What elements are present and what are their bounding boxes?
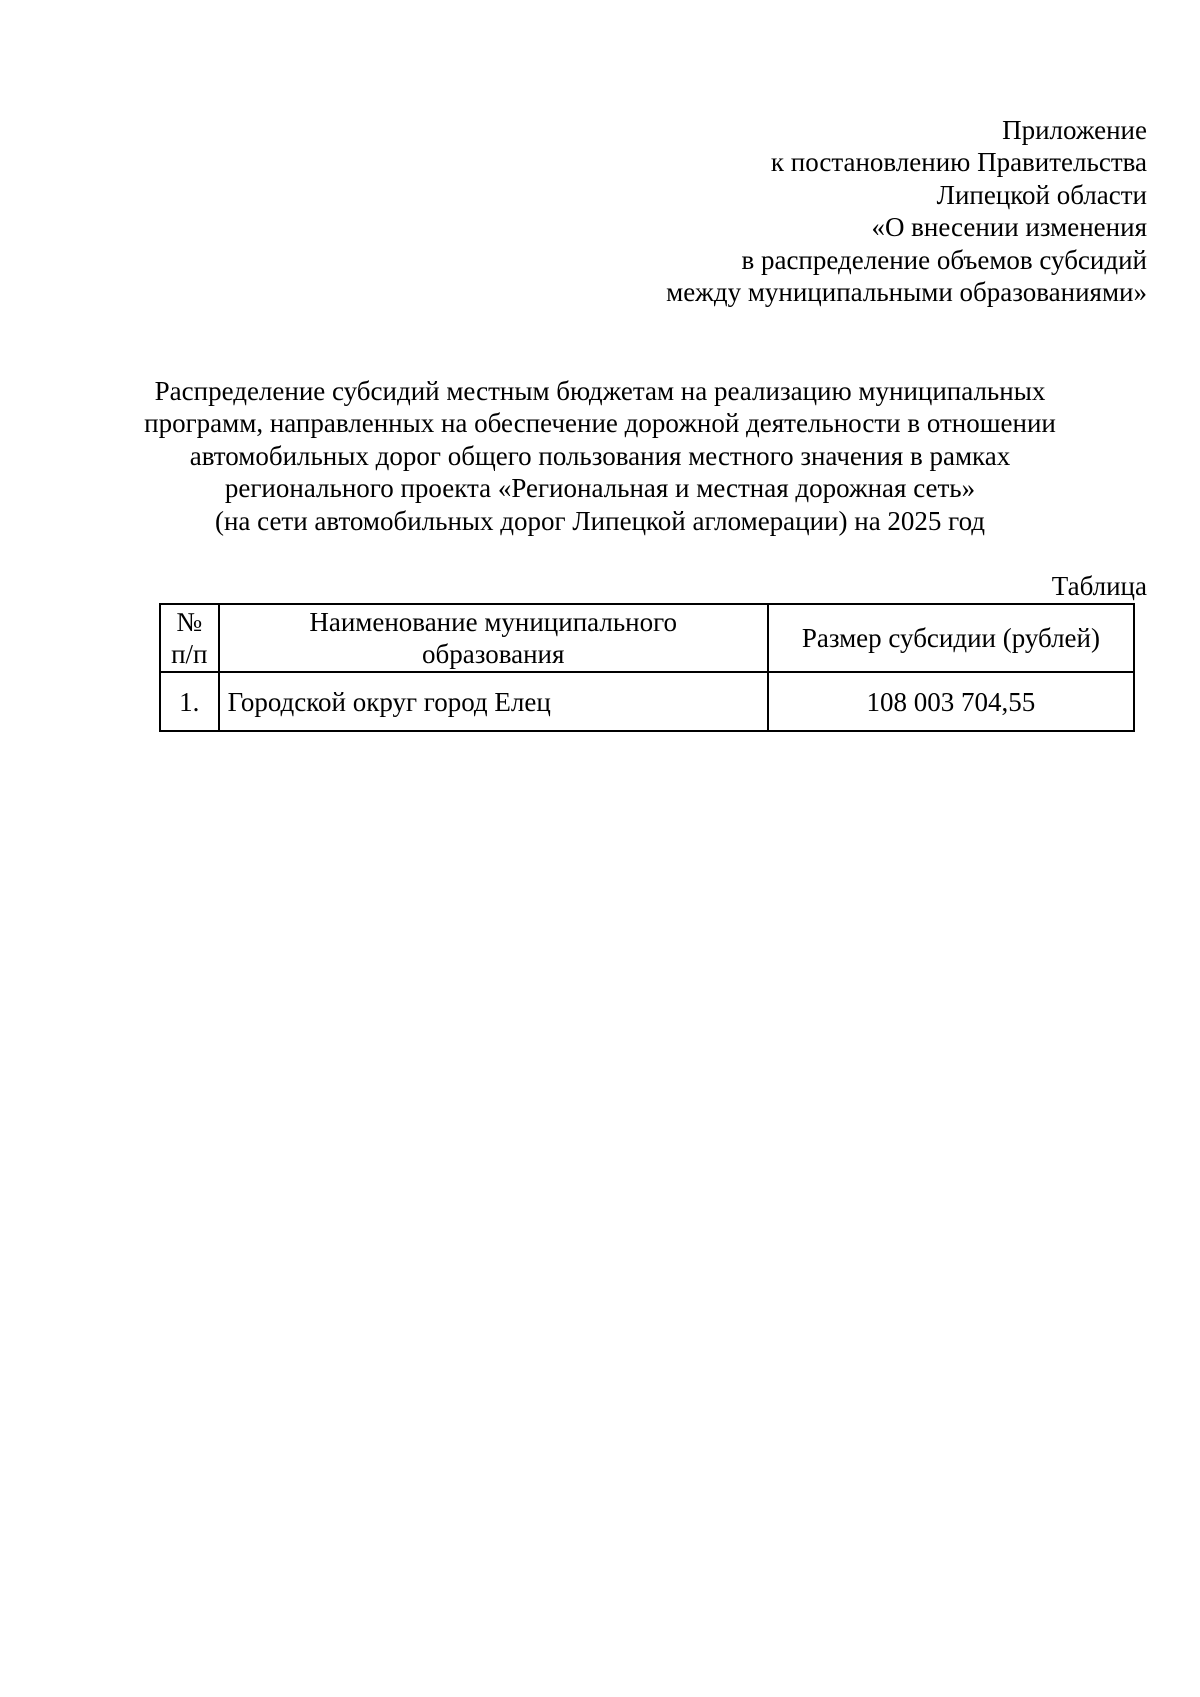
header-num-line: п/п (171, 639, 208, 669)
title-line: автомобильных дорог общего пользования местного значения в рамках (189, 440, 1011, 471)
appendix-line: к постановлению Правительства (770, 147, 1147, 178)
table-row (160, 672, 1134, 731)
row-municipality: Городской округ город Елец (219, 672, 768, 731)
appendix-line: «О внесении изменения (871, 212, 1147, 243)
title-line: Распределение субсидий местным бюджетам на реализацию муниципальных (154, 376, 1046, 406)
subsidy-table (159, 603, 1135, 732)
header-name-line: образования (421, 639, 565, 669)
header-name (219, 604, 768, 672)
title-line: регионального проекта «Региональная и местная дорожная сеть» (224, 473, 976, 504)
title-line: программ, направленных на обеспечение дорожной деятельности в отношении (144, 408, 1056, 439)
table-caption: Таблица (1051, 571, 1147, 601)
appendix-line: в распределение объемов субсидий (741, 244, 1147, 275)
appendix-line: между муниципальными образованиями» (666, 277, 1147, 308)
table-header-row (160, 604, 1134, 672)
document-title (130, 375, 1070, 537)
header-amount: Размер субсидии (рублей) (768, 604, 1134, 672)
header-name-line: Наименование муниципального (309, 607, 678, 637)
row-subsidy-amount: 108 003 704,55 (768, 672, 1134, 731)
title-line: (на сети автомобильных дорог Липецкой агломерации) на 2025 год (214, 505, 986, 536)
appendix-header (666, 114, 1147, 308)
header-num (160, 604, 219, 672)
appendix-line: Приложение (1002, 115, 1147, 145)
appendix-line: Липецкой области (936, 179, 1147, 210)
row-num: 1. (160, 672, 219, 731)
header-num-line: № (176, 607, 203, 637)
